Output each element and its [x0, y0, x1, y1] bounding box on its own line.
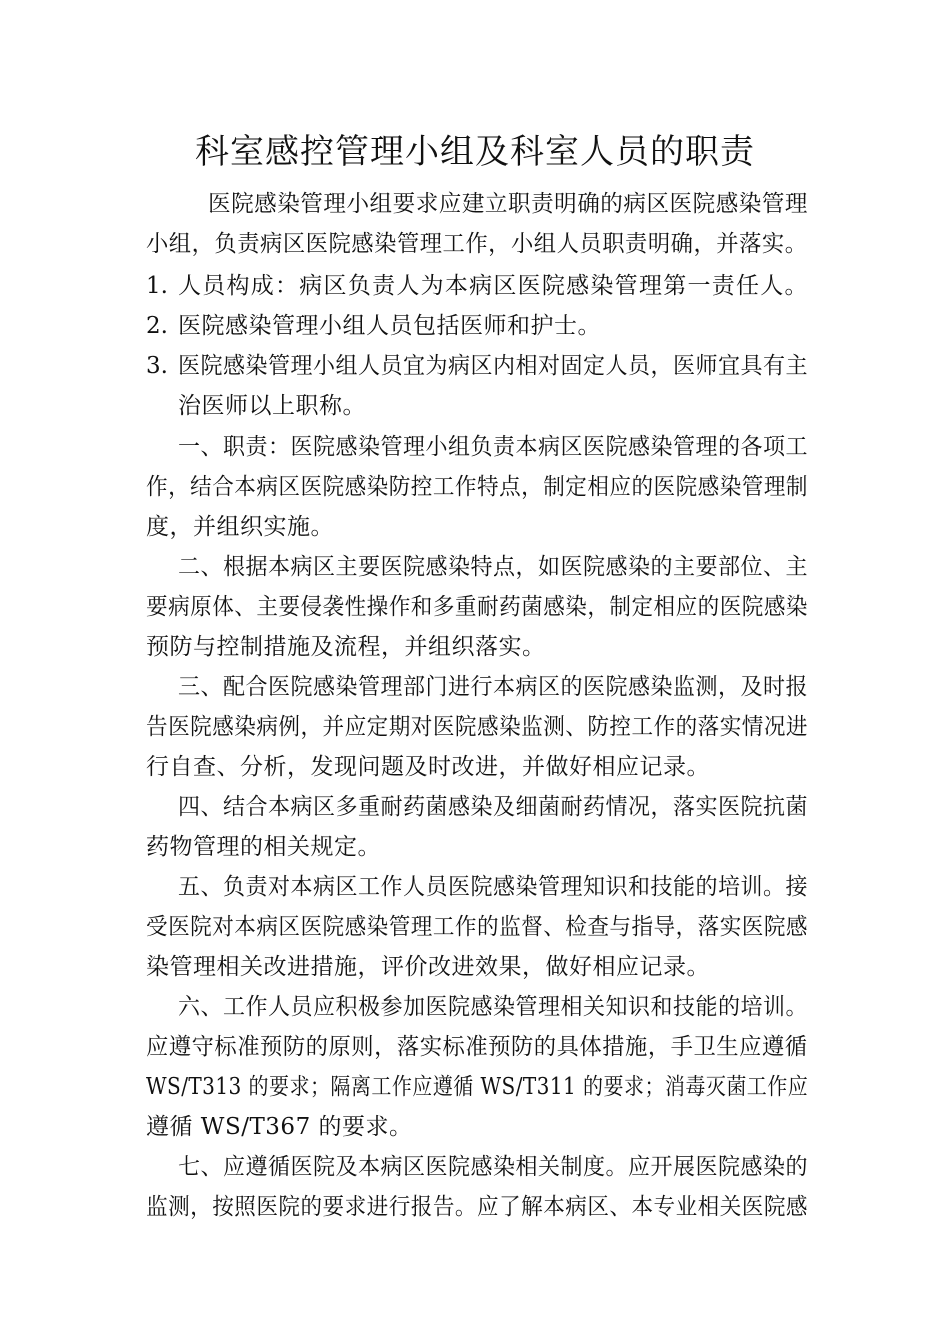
list-item-text: 人员构成：病区负责人为本病区医院感染管理第一责任人。: [178, 273, 809, 299]
intro-line: 医院感染管理小组要求应建立职责明确的病区医院感染管理: [208, 191, 809, 217]
section-line: 一、职责：医院感染管理小组负责本病区医院感染管理的各项工: [178, 434, 808, 460]
section-line: 七、应遵循医院及本病区医院感染相关制度。应开展医院感染的: [178, 1154, 808, 1180]
section-line: 二、根据本病区主要医院感染特点，如医院感染的主要部位、主: [178, 554, 808, 580]
section-line: 告医院感染病例，并应定期对医院感染监测、防控工作的落实情况进: [146, 714, 808, 740]
list-item-number: 3.: [146, 353, 168, 379]
section-line: 作，结合本病区医院感染防控工作特点，制定相应的医院感染管理制: [146, 474, 808, 500]
document-title: 科室感控管理小组及科室人员的职责: [195, 132, 755, 172]
section-line: 度，并组织实施。: [146, 514, 334, 540]
section-line: 五、负责对本病区工作人员医院感染管理知识和技能的培训。接: [178, 874, 808, 900]
section-line: 三、配合医院感染管理部门进行本病区的医院感染监测，及时报: [178, 674, 808, 700]
section-line: 受医院对本病区医院感染管理工作的监督、检查与指导，落实医院感: [146, 914, 808, 940]
list-item-text: 医院感染管理小组人员包括医师和护士。: [178, 313, 601, 339]
section-line: 监测，按照医院的要求进行报告。应了解本病区、本专业相关医院感: [146, 1194, 808, 1220]
section-line: 染管理相关改进措施，评价改进效果，做好相应记录。: [146, 954, 710, 980]
section-line: 预防与控制措施及流程，并组织落实。: [146, 634, 546, 660]
section-line: 应遵守标准预防的原则，落实标准预防的具体措施，手卫生应遵循: [146, 1034, 808, 1060]
section-line: 要病原体、主要侵袭性操作和多重耐药菌感染，制定相应的医院感染: [146, 594, 808, 620]
intro-line: 小组，负责病区医院感染管理工作，小组人员职责明确，并落实。: [146, 231, 808, 257]
list-item-text: 治医师以上职称。: [178, 393, 366, 419]
section-line: 四、结合本病区多重耐药菌感染及细菌耐药情况，落实医院抗菌: [178, 794, 808, 820]
list-item-text: 医院感染管理小组人员宜为病区内相对固定人员，医师宜具有主: [178, 353, 808, 379]
list-item-number: 2.: [146, 313, 168, 339]
section-line: 药物管理的相关规定。: [146, 834, 381, 860]
section-line: 行自查、分析，发现问题及时改进，并做好相应记录。: [146, 754, 710, 780]
list-item-number: 1.: [146, 273, 168, 299]
section-line: WS/T313 的要求；隔离工作应遵循 WS/T311 的要求；消毒灭菌工作应: [146, 1074, 809, 1100]
section-line: 六、工作人员应积极参加医院感染管理相关知识和技能的培训。: [178, 994, 808, 1020]
section-line: 遵循 WS/T367 的要求。: [146, 1114, 413, 1140]
